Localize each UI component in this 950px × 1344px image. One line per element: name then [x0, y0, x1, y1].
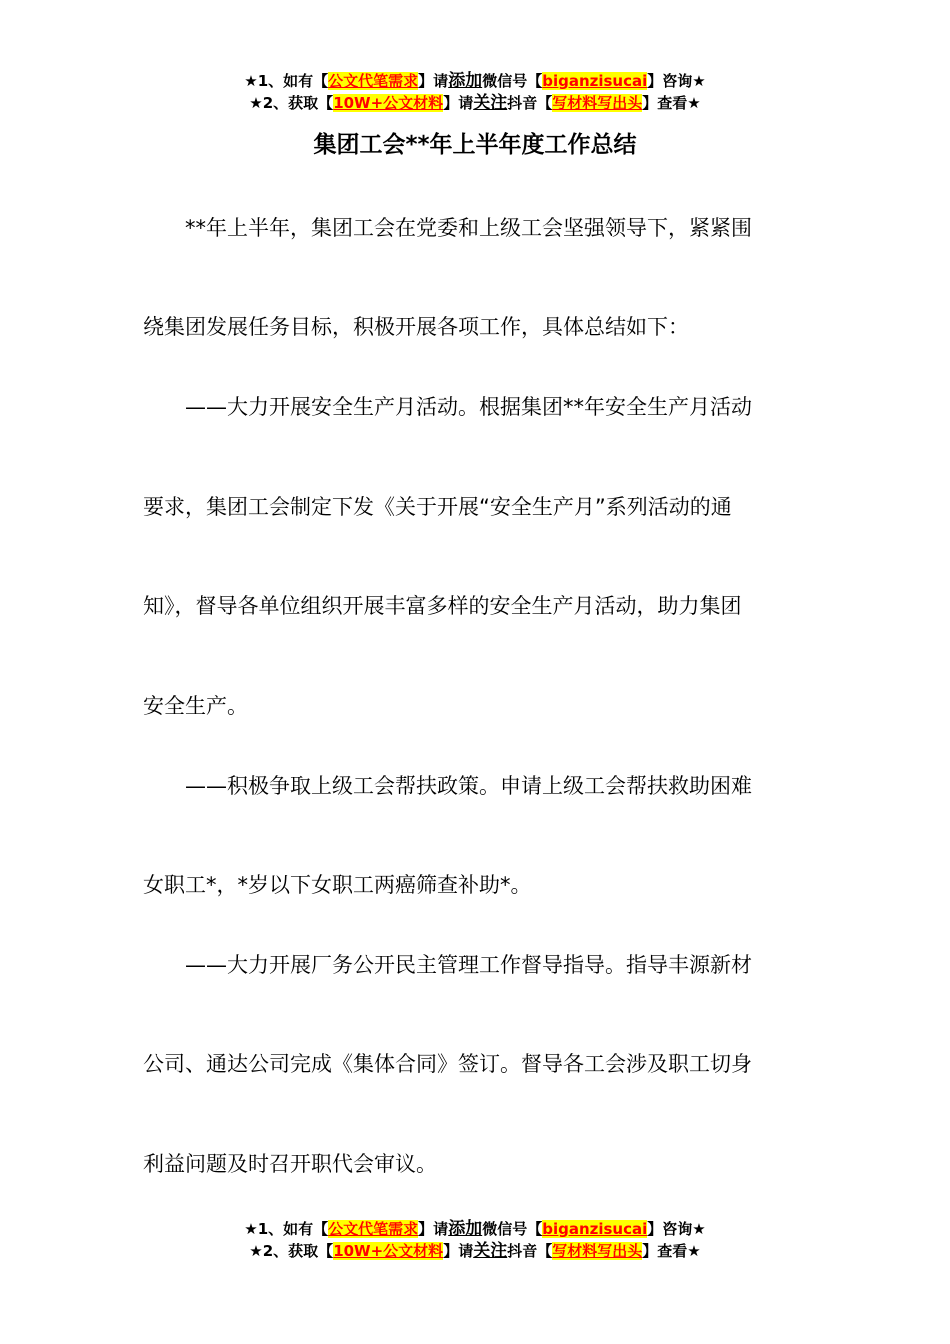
- banner-text: 】查看★: [642, 1242, 701, 1260]
- body-line: 绕集团发展任务目标，积极开展各项工作，具体总结如下：: [143, 315, 689, 339]
- banner-text: 】请: [443, 1242, 474, 1260]
- document-title: 集团工会**年上半年度工作总结: [313, 132, 637, 158]
- body-line: 公司、通达公司完成《集体合同》签订。督导各工会涉及职工切身: [143, 1052, 752, 1076]
- body-line: ——大力开展厂务公开民主管理工作督导指导。指导丰源新材: [143, 953, 752, 977]
- banner-text: 】查看★: [642, 94, 701, 112]
- banner-line-2: [0, 92, 950, 114]
- banner-text: 】请: [418, 72, 449, 90]
- highlight-wechat-id: biganzisucai: [542, 72, 648, 90]
- highlight-wechat-id: biganzisucai: [542, 1220, 648, 1238]
- banner-line-1: [0, 1218, 950, 1240]
- banner-text: 微信号【: [482, 1220, 543, 1238]
- banner-text: 】请: [443, 94, 474, 112]
- body-line: 要求，集团工会制定下发《关于开展“安全生产月”系列活动的通: [143, 495, 732, 519]
- highlight-douyin-account: 写材料写出头: [552, 1242, 643, 1260]
- banner-text: 微信号【: [482, 72, 543, 90]
- emphasis-text: 关注: [473, 93, 508, 113]
- body-line: 利益问题及时召开职代会审议。: [143, 1152, 437, 1176]
- highlight-materials: 10W+公文材料: [333, 94, 444, 112]
- banner-text: 抖音【: [507, 1242, 553, 1260]
- banner-text: 抖音【: [507, 94, 553, 112]
- banner-text: 】请: [418, 1220, 449, 1238]
- banner-text: 】咨询★: [647, 72, 706, 90]
- header-banner: [0, 70, 950, 114]
- highlight-service: 公文代笔需求: [328, 1220, 419, 1238]
- body-line: 女职工*，*岁以下女职工两癌筛查补助*。: [143, 873, 532, 897]
- highlight-service: 公文代笔需求: [328, 72, 419, 90]
- banner-line-2: [0, 1240, 950, 1262]
- banner-text: ★2、获取【: [249, 94, 334, 112]
- body-line: ——积极争取上级工会帮扶政策。申请上级工会帮扶救助困难: [143, 774, 752, 798]
- banner-text: 】咨询★: [647, 1220, 706, 1238]
- body-line: ——大力开展安全生产月活动。根据集团**年安全生产月活动: [143, 395, 752, 419]
- highlight-materials: 10W+公文材料: [333, 1242, 444, 1260]
- body-line: 知》，督导各单位组织开展丰富多样的安全生产月活动，助力集团: [143, 594, 742, 618]
- banner-text: ★1、如有【: [244, 1220, 329, 1238]
- highlight-douyin-account: 写材料写出头: [552, 94, 643, 112]
- body-line: **年上半年，集团工会在党委和上级工会坚强领导下，紧紧围: [143, 216, 752, 240]
- banner-text: ★1、如有【: [244, 72, 329, 90]
- emphasis-text: 关注: [473, 1241, 508, 1261]
- body-line: 安全生产。: [143, 694, 248, 718]
- banner-text: ★2、获取【: [249, 1242, 334, 1260]
- emphasis-text: 添加: [448, 71, 483, 91]
- banner-line-1: [0, 70, 950, 92]
- footer-banner: [0, 1218, 950, 1262]
- emphasis-text: 添加: [448, 1219, 483, 1239]
